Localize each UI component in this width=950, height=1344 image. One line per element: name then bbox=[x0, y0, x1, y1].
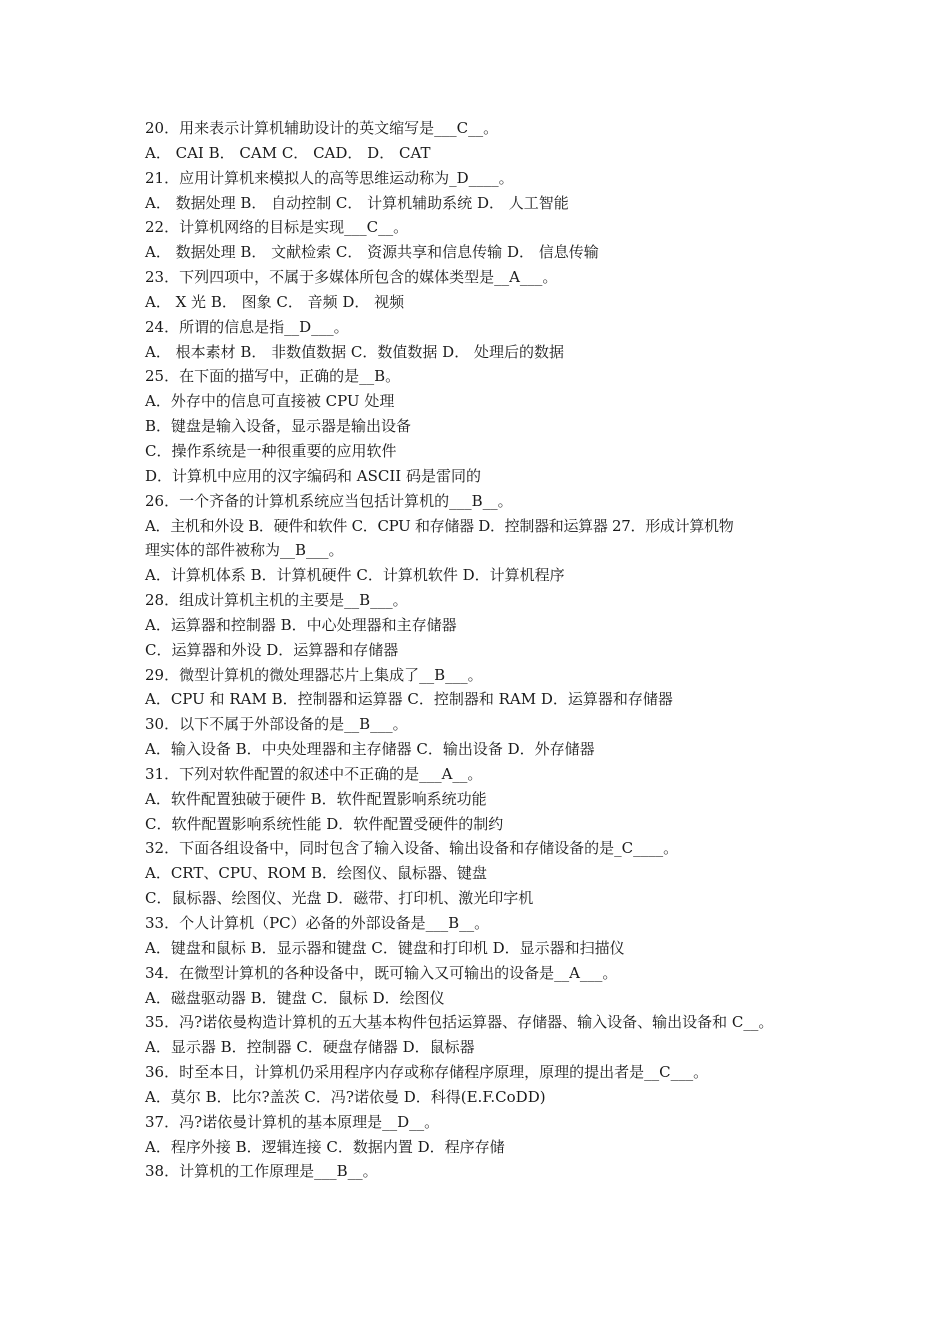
text-line: 32．下面各组设备中，同时包含了输入设备、输出设备和存储设备的是_C____。 bbox=[145, 839, 679, 858]
text-line: A． CAI B． CAM C． CAD． D． CAT bbox=[145, 143, 431, 162]
text-line: A．外存中的信息可直接被 CPU 处理 bbox=[145, 392, 395, 411]
text-line: 29．微型计算机的微处理器芯片上集成了__B___。 bbox=[145, 665, 483, 684]
text-line: B．键盘是输入设备，显示器是输出设备 bbox=[145, 417, 412, 436]
text-line: 20．用来表示计算机辅助设计的英文缩写是___C__。 bbox=[145, 119, 499, 137]
text-line: C．鼠标器、绘图仪、光盘 D．磁带、打印机、激光印字机 bbox=[145, 889, 534, 908]
text-line: 21．应用计算机来模拟人的高等思维运动称为_D____。 bbox=[145, 168, 514, 187]
text-line: A．CRT、CPU、ROM B．绘图仪、鼠标器、键盘 bbox=[145, 864, 488, 883]
text-line: 35．冯?诺依曼构造计算机的五大基本构件包括运算器、存储器、输入设备、输出设备和 C__。 bbox=[145, 1013, 774, 1032]
text-line: 38．计算机的工作原理是___B__。 bbox=[145, 1162, 378, 1181]
text-line: A．软件配置独破于硬件 B．软件配置影响系统功能 bbox=[145, 789, 487, 808]
document-page bbox=[145, 116, 815, 1184]
text-line: C．运算器和外设 D．运算器和存储器 bbox=[145, 640, 399, 659]
text-line: A．键盘和鼠标 B．显示器和键盘 C．键盘和打印机 D．显示器和扫描仪 bbox=[145, 938, 625, 957]
text-line: 28．组成计算机主机的主要是__B___。 bbox=[145, 591, 408, 610]
text-line: A．显示器 B．控制器 C．硬盘存储器 D．鼠标器 bbox=[145, 1038, 475, 1057]
text-line: A．CPU 和 RAM B．控制器和运算器 C．控制器和 RAM D．运算器和存储器 bbox=[145, 690, 673, 709]
text-line: 33．个人计算机（PC）必备的外部设备是___B__。 bbox=[145, 914, 490, 932]
text-line: 23．下列四项中，不属于多媒体所包含的媒体类型是__A___。 bbox=[145, 268, 558, 287]
text-line: A．程序外接 B．逻辑连接 C．数据内置 D．程序存储 bbox=[145, 1137, 505, 1156]
text-line: A．磁盘驱动器 B．键盘 C．鼠标 D．绘图仪 bbox=[145, 988, 445, 1007]
text-line: A． 根本素材 B． 非数值数据 C．数值数据 D． 处理后的数据 bbox=[145, 342, 564, 361]
text-line: A．主机和外设 B．硬件和软件 C．CPU 和存储器 D．控制器和运算器 27．形成计算机物 bbox=[145, 516, 734, 535]
text-line: 36．时至本日，计算机仍采用程序内存或称存储程序原理，原理的提出者是__C___。 bbox=[145, 1063, 709, 1082]
text-line: A．运算器和控制器 B．中心处理器和主存储器 bbox=[145, 615, 457, 634]
text-line: 30．以下不属于外部设备的是__B___。 bbox=[145, 715, 408, 734]
text-line: 理实体的部件被称为__B___。 bbox=[145, 541, 344, 560]
text-line: 37．冯?诺依曼计算机的基本原理是__D__。 bbox=[145, 1112, 440, 1131]
text-line: C．操作系统是一种很重要的应用软件 bbox=[145, 441, 397, 460]
text-line: A． X 光 B． 图象 C． 音频 D． 视频 bbox=[145, 292, 405, 311]
text-line: 22．计算机网络的目标是实现___C__。 bbox=[145, 218, 409, 237]
text-line: D．计算机中应用的汉字编码和 ASCII 码是雷同的 bbox=[145, 466, 482, 485]
text-line: C．软件配置影响系统性能 D．软件配置受硬件的制约 bbox=[145, 814, 504, 833]
text-line: A．输入设备 B．中央处理器和主存储器 C．输出设备 D．外存储器 bbox=[145, 740, 595, 759]
text-line: A．计算机体系 B．计算机硬件 C．计算机软件 D．计算机程序 bbox=[145, 566, 565, 585]
text-line: A．莫尔 B．比尔?盖茨 C．冯?诺依曼 D．科得(E.F.CoDD) bbox=[145, 1087, 546, 1106]
text-line: 25．在下面的描写中，正确的是__B。 bbox=[145, 367, 401, 386]
text-line: 24．所谓的信息是指__D___。 bbox=[145, 317, 349, 336]
text-line: A． 数据处理 B． 自动控制 C． 计算机辅助系统 D． 人工智能 bbox=[145, 193, 569, 212]
text-line: 34．在微型计算机的各种设备中，既可输入又可输出的设备是__A___。 bbox=[145, 963, 618, 982]
text-line: A． 数据处理 B． 文献检索 C． 资源共享和信息传输 D． 信息传输 bbox=[145, 243, 599, 262]
text-line: 31．下列对软件配置的叙述中不正确的是___A__。 bbox=[145, 764, 483, 783]
text-line: 26．一个齐备的计算机系统应当包括计算机的___B__。 bbox=[145, 491, 513, 510]
